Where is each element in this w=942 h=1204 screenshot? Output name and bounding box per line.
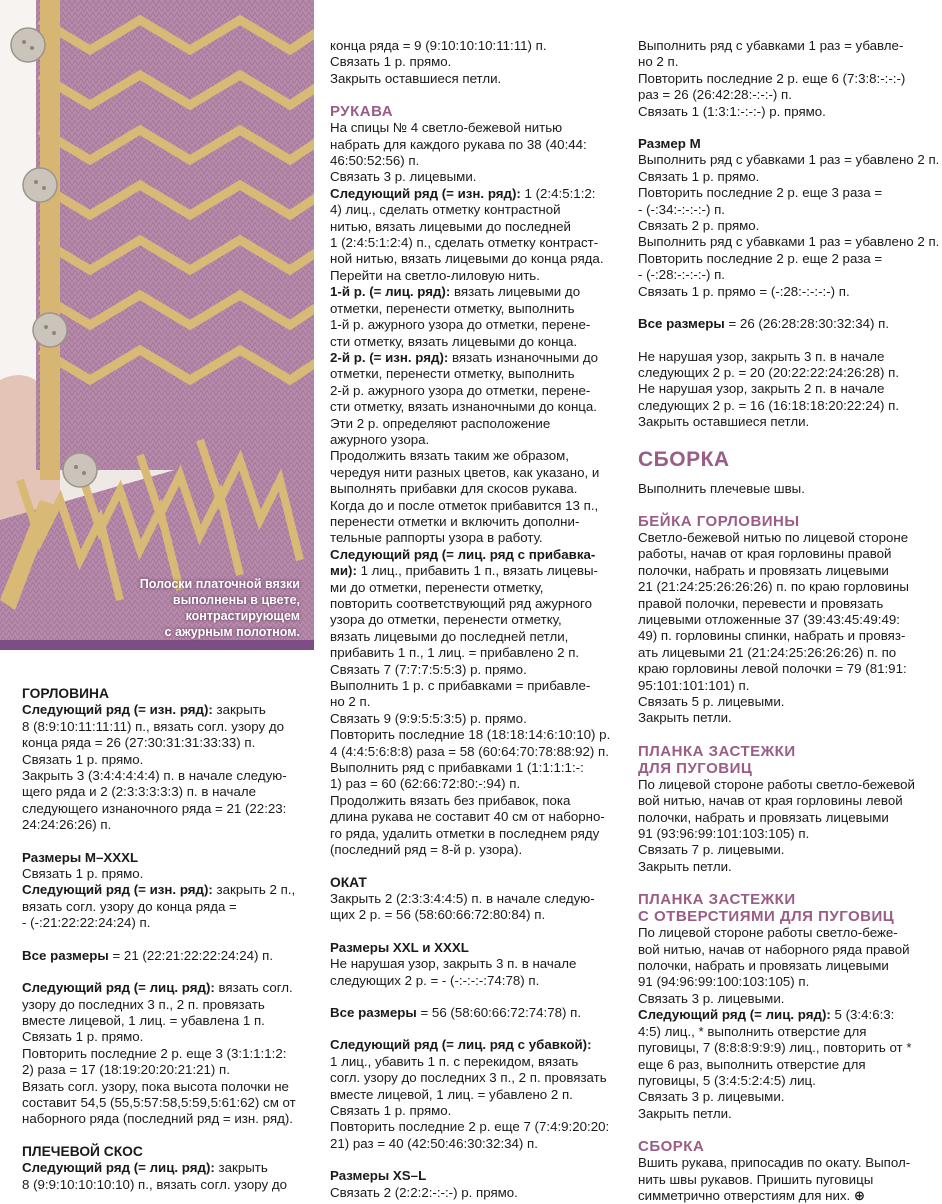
text-line: - (-:34:-:-:-:-) п. — [638, 201, 725, 217]
size-heading: Все размеры — [22, 947, 109, 963]
caption-line: контрастирующем — [185, 609, 300, 623]
text-line: краю горловины левой полочки = 79 (81:91: — [638, 661, 907, 677]
text-line: правой полочки, перевести и провязать — [638, 595, 884, 611]
text-line: Повторить последние 2 р. еще 6 (7:3:8:-:-:-) — [638, 70, 906, 86]
text-line: вязать согл. — [214, 980, 293, 996]
knitted-cardigan-photo — [0, 0, 314, 650]
text-line: 2-й р. ажурного узора до отметки, перене- — [330, 382, 591, 398]
text-line: нитью, вязать лицевыми до последней — [330, 218, 571, 234]
text-line: ной нитью, вязать лицевыми до конца ряда. — [330, 251, 604, 267]
text-line: Выполнить ряд с убавками 1 раз = убавлено 2 п. — [638, 152, 940, 168]
text-line: Перейти на светло-лиловую нить. — [330, 267, 540, 283]
text-line: нить швы рукавов. Пришить пуговицы — [638, 1171, 874, 1187]
text-line: Эти 2 р. определяют расположение — [330, 415, 551, 431]
text-line: 5 (3:4:6:3: — [830, 1007, 895, 1023]
text-line: Когда до и после отметок прибавится 13 п., — [330, 497, 599, 513]
text-line: полочки, набрать и провязать лицевыми — [638, 809, 889, 825]
row-heading: 2-й р. (= изн. ряд): — [330, 349, 449, 365]
text-line: 21 (21:24:25:26:26:26) п. по краю горловины — [638, 579, 909, 595]
text-line: - (-:28:-:-:-:-) п. — [638, 267, 725, 283]
text-line: длина рукава не составит 40 см от наборно- — [330, 809, 605, 825]
text-line: Закрыть 2 (2:3:3:4:4:5) п. в начале следую- — [330, 890, 595, 906]
text-line: 1 лиц., прибавить 1 п., вязать лицевы- — [356, 563, 598, 579]
text-line: 21) раз = 40 (42:50:46:30:32:34) п. — [330, 1135, 538, 1151]
text-line: раз = 26 (26:42:28:-:-:-) п. — [638, 87, 792, 103]
text-line: Закрыть оставшиеся петли. — [638, 414, 810, 430]
text-line: 1-й р. ажурного узора до отметки, перене- — [330, 317, 591, 333]
text-line: щих 2 р. = 56 (58:60:66:72:80:84) п. — [330, 907, 546, 923]
text-line: ать лицевыми 21 (21:24:25:26:26:26) п. по — [638, 644, 897, 660]
text-line: Повторить последние 18 (18:18:14:6:10:10) р. — [330, 727, 611, 743]
text-line: Связать 3 р. лицевыми. — [638, 1089, 785, 1105]
text-line: Связать 1 р. прямо. — [22, 1029, 144, 1045]
text-line: Связать 5 р. лицевыми. — [638, 694, 785, 709]
text-line: 1 (2:4:5:1:2: — [520, 185, 596, 201]
section-title-neckline: ГОРЛОВИНА — [22, 686, 109, 701]
text-line: Не нарушая узор, закрыть 3 п. в начале — [638, 348, 885, 364]
end-mark-icon: ⊕ — [853, 1187, 866, 1203]
text-line: По лицевой стороне работы светло-бежевой — [638, 776, 915, 792]
text-line: конца ряда = 9 (9:10:10:10:11:11) п. — [330, 38, 547, 53]
text-line: выполнять прибавки для скосов рукава. — [330, 481, 578, 497]
text-line: симметрично отверстиям для них. — [638, 1187, 851, 1203]
text-line: еще 6 раз, выполнить отверстие для — [638, 1056, 866, 1072]
text-line: Светло-бежевой нитью по лицевой стороне — [638, 529, 909, 545]
text-line: тельные раппорты узора в работу. — [330, 530, 543, 546]
text-line: Закрыть петли. — [638, 858, 732, 874]
section-title-assembly: СБОРКА — [638, 447, 730, 471]
text-line: узора до отметки, перенести отметку, — [330, 612, 562, 628]
text-line: конца ряда = 26 (27:30:31:31:33:33) п. — [22, 735, 256, 751]
text-line: 91 (93:96:99:101:103:105) п. — [638, 826, 810, 842]
text-line: Выполнить ряд с убавками 1 раз = убавлено 2 п. — [638, 234, 940, 250]
text-line: Связать 1 р. прямо. — [22, 751, 144, 767]
text-line: 4 (4:4:5:6:8:8) раза = 58 (60:64:70:78:88:92) п. — [330, 743, 609, 759]
text-line: 8 (9:9:10:10:10:10) п., вязать согл. узору до — [22, 1176, 288, 1192]
text-line: пуговицы, 5 (3:4:5:2:4:5) лиц. — [638, 1072, 816, 1088]
text-line: вместе лицевой, 1 лиц. = убавлено 2 п. — [330, 1086, 573, 1102]
text-line: Закрыть оставшиеся петли. — [330, 70, 502, 86]
text-line: Не нарушая узор, закрыть 2 п. в начале — [638, 381, 885, 397]
text-line: Продолжить вязать без прибавок, пока — [330, 792, 571, 808]
text-line: Вязать согл. узору, пока высота полочки не — [22, 1078, 289, 1094]
text-line: Связать 2 (2:2:2:-:-:-) р. прямо. — [330, 1184, 518, 1200]
row-heading: ми): — [330, 563, 357, 579]
row-heading: Следующий ряд (= лиц. ряд): — [22, 980, 215, 996]
text-line: чередуя нити разных цветов, как указано, и — [330, 464, 600, 480]
text-line: Выполнить 1 р. с прибавками = прибавле- — [330, 678, 591, 694]
text-line: закрыть — [214, 1160, 268, 1176]
text-line: но 2 п. — [638, 54, 679, 70]
text-line: - (-:21:22:22:24:24) п. — [22, 915, 151, 931]
text-line: = 26 (26:28:28:30:32:34) п. — [724, 316, 890, 332]
text-line: Связать 9 (9:9:5:5:3:5) р. прямо. — [330, 710, 527, 726]
text-line: (последний ряд = 8-й р. узора). — [330, 842, 523, 858]
section-title-cap: ОКАТ — [330, 874, 367, 890]
section-title-sleeves: РУКАВА — [330, 103, 394, 121]
text-line: Связать 1 р. прямо. — [638, 168, 760, 184]
text-line: Связать 1 р. прямо. — [330, 54, 452, 70]
text-line: 91 (94:96:99:100:103:105) п. — [638, 974, 810, 990]
text-line: Связать 2 р. прямо. — [638, 218, 760, 234]
text-line: вместе лицевой, 1 лиц. = убавлена 1 п. — [22, 1012, 265, 1028]
text-line: сти отметку, вязать изнаночными до конца. — [330, 399, 597, 415]
row-heading: 1-й р. (= лиц. ряд): — [330, 284, 451, 300]
text-line: Не нарушая узор, закрыть 3 п. в начале — [330, 956, 577, 972]
text-line: повторить соответствующий ряд ажурного — [330, 596, 592, 611]
text-line: закрыть — [212, 702, 266, 718]
text-line: Связать 1 р. прямо = (-:28:-:-:-:-) п. — [638, 283, 850, 299]
text-line: но 2 п. — [330, 694, 371, 710]
text-line: Связать 7 (7:7:7:5:5:3) р. прямо. — [330, 661, 527, 677]
text-line: вой нитью, начав от наборного ряда правой — [638, 941, 910, 957]
text-line: 8 (8:9:10:11:11:11) п., вязать согл. узору до — [22, 718, 285, 734]
text-line: ми до отметки, перенести отметку, — [330, 579, 544, 595]
paragraph — [22, 702, 312, 718]
text-line: отметки, перенести отметку, выполнить — [330, 366, 575, 382]
text-line: 1) раз = 60 (62:66:72:80:-:94) п. — [330, 776, 521, 792]
text-line: вязать лицевыми до последней петли, — [330, 628, 569, 644]
photo-caption — [100, 576, 300, 640]
text-line: пуговицы, 7 (8:8:8:9:9:9) лиц., повторить от * — [638, 1040, 912, 1056]
text-line: Продолжить вязать таким же образом, — [330, 448, 569, 464]
text-line: вязать изнаночными до — [448, 349, 598, 365]
section-title-buttonhole-band-2: С ОТВЕРСТИЯМИ ДЛЯ ПУГОВИЦ — [638, 908, 895, 926]
text-line: 1 (2:4:5:1:2:4) п., сделать отметку контраст- — [330, 235, 599, 251]
text-line: лицевыми отложенные 37 (39:43:45:49:49: — [638, 611, 900, 627]
row-heading: Следующий ряд (= лиц. ряд): — [638, 1007, 831, 1023]
section-title-button-band-2: ДЛЯ ПУГОВИЦ — [638, 759, 753, 777]
text-line: 2) раза = 17 (18:19:20:20:21:21) п. — [22, 1062, 230, 1078]
size-heading: Размер M — [638, 136, 701, 152]
text-line: наборного ряда (последний ряд = изн. ряд). — [22, 1111, 293, 1127]
text-line: Связать 7 р. лицевыми. — [638, 842, 785, 858]
text-line: Выполнить плечевые швы. — [638, 480, 805, 496]
text-line: щего ряда и 2 (2:3:3:3:3:3) п. в начале — [22, 784, 257, 800]
text-line: сти отметку, вязать лицевыми до конца. — [330, 333, 578, 349]
text-line: 49) п. горловины спинки, набрать и провяз- — [638, 628, 906, 644]
text-line: следующего изнаночного ряда = 21 (22:23: — [22, 800, 287, 816]
section-title-final-assembly: СБОРКА — [638, 1138, 705, 1156]
size-heading: Размеры XXL и XXXL — [330, 939, 469, 955]
text-line: согл. узору до последних 3 п., 2 п. провязать — [330, 1070, 607, 1086]
column-2 — [330, 38, 620, 1201]
text-line: вязать согл. узору до конца ряда = — [22, 898, 237, 914]
column-1 — [22, 686, 312, 1193]
text-line: работы, начав от края горловины правой — [638, 546, 892, 562]
text-line: полочки, набрать и провязать лицевыми — [638, 958, 889, 974]
column-3 — [638, 38, 940, 1204]
size-heading: Размеры XS–L — [330, 1168, 427, 1184]
text-line: На спицы № 4 светло-бежевой нитью — [330, 120, 563, 136]
row-heading: Следующий ряд (= лиц. ряд): — [22, 1160, 215, 1176]
text-line: Повторить последние 2 р. еще 2 раза = — [638, 250, 883, 266]
text-line: Повторить последние 2 р. еще 3 (3:1:1:1:2: — [22, 1045, 287, 1061]
text-line: Связать 1 (1:3:1:-:-:-) р. прямо. — [638, 103, 826, 119]
size-heading: Все размеры — [330, 1004, 417, 1020]
text-line: Связать 1 р. прямо. — [22, 866, 144, 882]
text-line: 95:101:101:101) п. — [638, 677, 750, 693]
text-line: перенести отметки и включить дополни- — [330, 513, 580, 529]
text-line: отметки, перенести отметку, выполнить — [330, 300, 575, 316]
text-line: 46:50:52:56) п. — [330, 153, 420, 169]
text-line: Связать 3 р. лицевыми. — [638, 990, 785, 1006]
section-title-shoulder: ПЛЕЧЕВОЙ СКОС — [22, 1143, 143, 1159]
caption-line: Полоски платочной вязки — [139, 577, 300, 591]
text-line: 4) лиц., сделать отметку контрастной — [330, 202, 561, 218]
size-heading: Все размеры — [638, 316, 725, 332]
section-title-button-band: ПЛАНКА ЗАСТЕЖКИ — [638, 742, 796, 760]
section-title-neckband: БЕЙКА ГОРЛОВИНЫ — [638, 512, 800, 530]
text-line: Закрыть 3 (3:4:4:4:4:4) п. в начале следую- — [22, 768, 287, 784]
text-line: = 21 (22:21:22:22:24:24) п. — [108, 947, 274, 963]
caption-line: с ажурным полотном. — [164, 625, 300, 639]
text-line: Выполнить ряд с прибавками 1 (1:1:1:1:-: — [330, 760, 584, 776]
cardigan-illustration — [0, 0, 314, 650]
text-line: Вшить рукава, припосадив по окату. Выпол- — [638, 1155, 911, 1171]
text-line: следующих 2 р. = 20 (20:22:22:24:26:28) п. — [638, 364, 900, 380]
text-line: 1 лиц., убавить 1 п. с перекидом, вязать — [330, 1053, 579, 1069]
text-line: составит 54,5 (55,5:57:58,5:59,5:61:62) см от — [22, 1094, 296, 1110]
text-line: Повторить последние 2 р. еще 7 (7:4:9:20:20: — [330, 1119, 610, 1135]
text-line: закрыть 2 п., — [212, 882, 296, 898]
text-line: Выполнить ряд с убавками 1 раз = убавле- — [638, 38, 904, 53]
text-line: прибавить 1 п., 1 лиц. = прибавлено 2 п. — [330, 645, 580, 661]
text-line: Связать 3 р. лицевыми. — [330, 169, 477, 185]
text-line: вой нитью, начав от края горловины левой — [638, 793, 903, 809]
row-heading: Следующий ряд (= лиц. ряд с убавкой): — [330, 1037, 592, 1053]
row-heading: Следующий ряд (= изн. ряд): — [22, 702, 213, 718]
text-line: узору до последних 3 п., 2 п. провязать — [22, 996, 265, 1012]
text-line: 4:5) лиц., * выполнить отверстие для — [638, 1023, 867, 1039]
row-heading: Следующий ряд (= изн. ряд): — [22, 882, 213, 898]
text-line: Связать 1 р. прямо. — [330, 1102, 452, 1118]
text-line: следующих 2 р. = - (-:-:-:-:74:78) п. — [330, 972, 540, 988]
text-line: следующих 2 р. = 16 (16:18:18:20:22:24) п. — [638, 397, 900, 413]
text-line: 24:24:26:26) п. — [22, 817, 112, 833]
size-heading: Размеры M–XXXL — [22, 849, 139, 865]
row-heading: Следующий ряд (= лиц. ряд с прибавка- — [330, 546, 596, 562]
row-heading: Следующий ряд (= изн. ряд): — [330, 185, 521, 201]
text-line: По лицевой стороне работы светло-беже- — [638, 925, 898, 941]
section-title-buttonhole-band: ПЛАНКА ЗАСТЕЖКИ — [638, 891, 796, 909]
text-line: го ряда, удалить отметки в последнем ряду — [330, 825, 600, 841]
text-line: Повторить последние 2 р. еще 3 раза = — [638, 185, 883, 201]
text-line: Закрыть петли. — [638, 710, 732, 726]
text-line: = 56 (58:60:66:72:74:78) п. — [416, 1004, 582, 1020]
text-line: ажурного узора. — [330, 431, 430, 447]
text-line: Закрыть петли. — [638, 1105, 732, 1121]
text-line: набрать для каждого рукава по 38 (40:44: — [330, 136, 587, 152]
text-line: полочки, набрать и провязать лицевыми — [638, 562, 889, 578]
caption-line: выполнены в цвете, — [172, 593, 300, 607]
text-line: вязать лицевыми до — [450, 284, 581, 300]
